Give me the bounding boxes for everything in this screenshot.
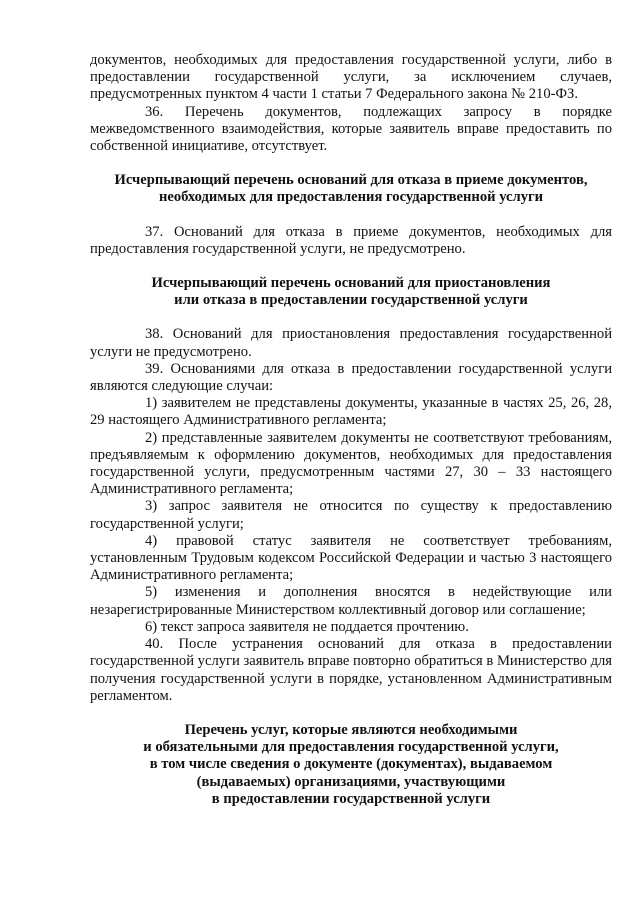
heading-line: Исчерпывающий перечень оснований для отказа в приеме документов, — [114, 172, 588, 189]
list-item-39-3: 3) запрос заявителя не относится по существу к предоставлению государственной услуги; — [90, 498, 612, 532]
list-item-39-4: 4) правовой статус заявителя не соответствует требованиям, установленным Трудовым кодексом Российской Федерации и частью 3 настоящего Административного регламента; — [90, 532, 612, 584]
section-heading-refusal-acceptance — [90, 172, 612, 206]
list-item-39-2: 2) представленные заявителем документы не соответствуют требованиям, предъявляемым к оформлению документов, необходимых для предоставления государственной услуги, предусмотренным частями 27, 30 – 33 настоящего Административного регламента; — [90, 429, 612, 498]
heading-line: (выдаваемых) организациями, участвующими — [196, 773, 506, 790]
paragraph-40: 40. После устранения оснований для отказа в предоставлении государственной услуги заявитель вправе повторно обратиться в Министерство для получения государственной услуги в порядке, установленном Административным регламентом. — [90, 636, 612, 704]
section-heading-required-services — [90, 722, 612, 808]
heading-line: в том числе сведения о документе (документах), выдаваемом — [149, 756, 553, 773]
list-item-39-5: 5) изменения и дополнения вносятся в недействующие или незарегистрированные Министерством коллективный договор или соглашение; — [90, 584, 612, 618]
section-heading-suspension-refusal — [90, 275, 612, 309]
heading-line: необходимых для предоставления государственной услуги — [158, 189, 544, 206]
heading-line: Перечень услуг, которые являются необходимыми — [184, 721, 518, 738]
heading-line: или отказа в предоставлении государственной услуги — [174, 292, 528, 309]
heading-line: Исчерпывающий перечень оснований для приостановления — [151, 275, 551, 292]
paragraph-38: 38. Оснований для приостановления предоставления государственной услуги не предусмотрено. — [90, 326, 612, 360]
list-item-39-1: 1) заявителем не представлены документы, указанные в частях 25, 26, 28, 29 настоящего Административного регламента; — [90, 395, 612, 429]
paragraph-36: 36. Перечень документов, подлежащих запросу в порядке межведомственного взаимодействия, которые заявитель вправе предоставить по собственной инициативе, отсутствует. — [90, 103, 612, 155]
heading-line: в предоставлении государственной услуги — [211, 790, 491, 807]
paragraph-37: 37. Оснований для отказа в приеме документов, необходимых для предоставления государственной услуги, не предусмотрено. — [90, 223, 612, 257]
list-item-39-6: 6) текст запроса заявителя не поддается прочтению. — [145, 618, 469, 635]
paragraph-39: 39. Основаниями для отказа в предоставлении государственной услуги являются следующие случаи: — [90, 360, 612, 395]
heading-line: и обязательными для предоставления государственной услуги, — [143, 739, 559, 756]
intro-paragraph: документов, необходимых для предоставления государственной услуги, либо в предоставлении государственной услуги, за исключением случаев, предусмотренных пунктом 4 части 1 статьи 7 Федерального закона № 210-ФЗ. — [90, 52, 612, 103]
